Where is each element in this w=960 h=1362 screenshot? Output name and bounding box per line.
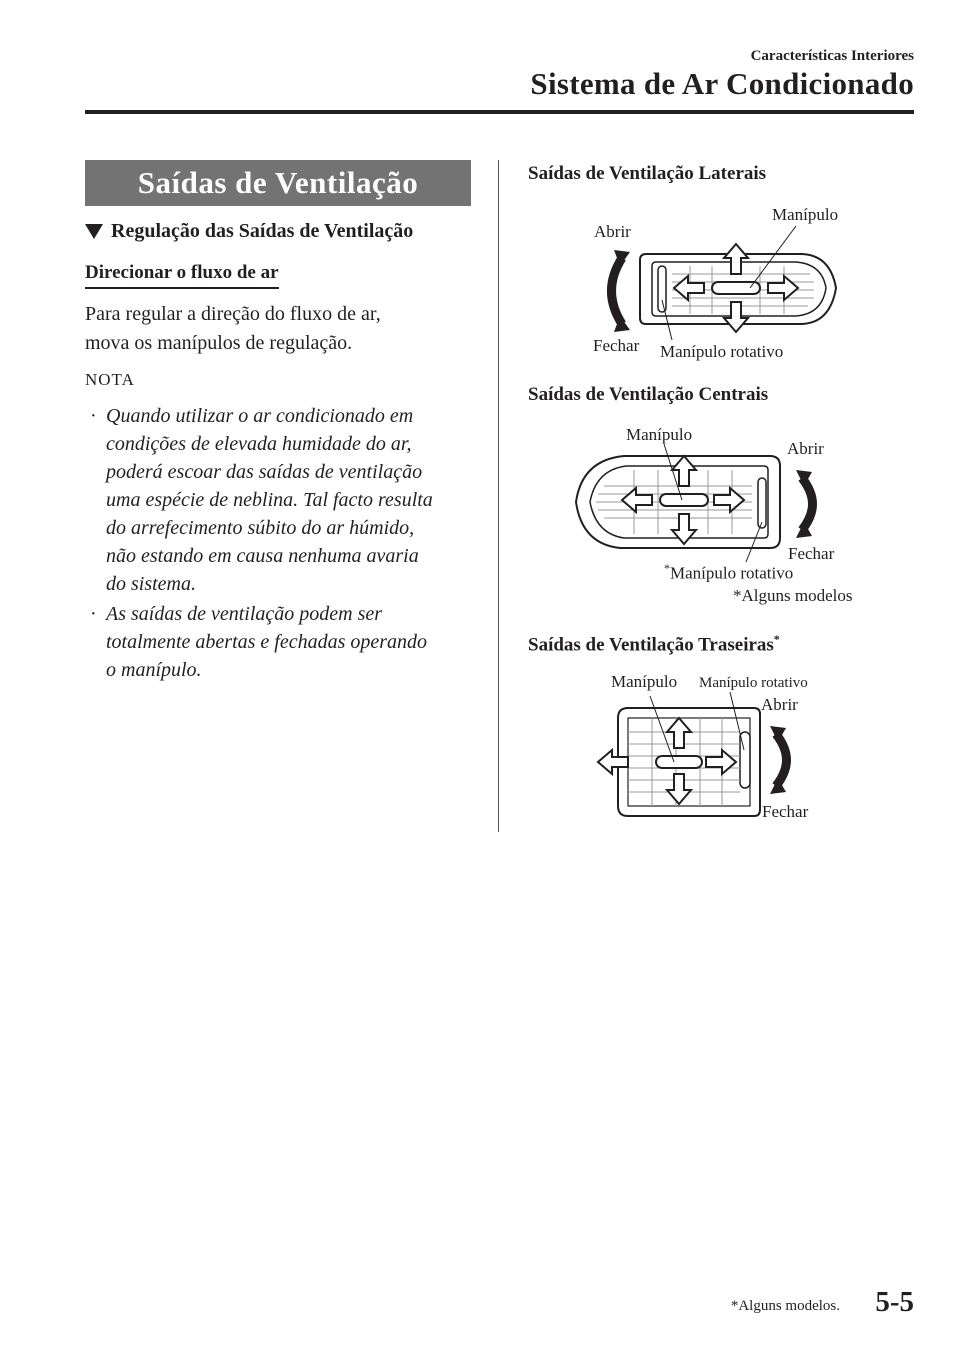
bullet-line: não estando em causa nenhuma avaria [106, 545, 419, 567]
triangle-down-icon [85, 224, 103, 239]
lateral-vent-icon [640, 244, 836, 332]
rear-knob-label: Manípulo [611, 672, 678, 691]
bullet-text [90, 402, 482, 598]
lateral-vent-figure [600, 240, 840, 340]
section-label: Características Interiores [750, 48, 914, 64]
central-knob-label: Manípulo [626, 425, 693, 444]
body-text [85, 300, 485, 358]
bullet-text [90, 600, 482, 684]
bullet-line: As saídas de ventilação podem ser [106, 603, 383, 625]
central-vents-heading: Saídas de Ventilação Centrais [528, 384, 769, 405]
note-label: NOTA [85, 370, 135, 389]
bullet-dot: · [90, 405, 97, 427]
footnote-mark: * [664, 561, 670, 575]
bullet-dot: · [90, 603, 97, 625]
open-close-arrow-icon [612, 250, 631, 332]
lateral-vents-heading: Saídas de Ventilação Laterais [528, 163, 767, 184]
bullet-line: poderá escoar das saídas de ventilação [106, 461, 423, 483]
bullet-line: do sistema. [106, 573, 196, 595]
open-close-arrow-icon [796, 470, 813, 538]
subheading-text: Regulação das Saídas de Ventilação [111, 220, 414, 242]
rear-dial-label: Manípulo rotativo [699, 675, 808, 691]
central-models-note: *Alguns modelos [733, 586, 853, 605]
lateral-dial-label: Manípulo rotativo [660, 342, 784, 361]
note-bullet [90, 402, 482, 598]
footnote-mark: * [773, 632, 780, 646]
section-banner: Saídas de Ventilação [85, 160, 471, 206]
rear-vent-icon [598, 708, 760, 816]
subheading-underlined: Direcionar o fluxo de ar [85, 262, 279, 289]
footer-note: *Alguns modelos. [730, 1298, 840, 1314]
header-rule [85, 110, 914, 114]
bullet-line: do arrefecimento súbito do ar húmido, [106, 517, 415, 539]
lateral-close-label: Fechar [593, 336, 640, 355]
bullet-line: condições de elevada humidade do ar, [106, 433, 412, 455]
lateral-knob-label: Manípulo [772, 205, 839, 224]
rear-vents-heading-text: Saídas de Ventilação Traseiras [528, 634, 774, 656]
central-close-label: Fechar [788, 544, 835, 563]
central-dial-text: Manípulo rotativo [670, 563, 794, 583]
body-line: Para regular a direção do fluxo de ar, [85, 303, 381, 325]
bullet-line: totalmente abertas e fechadas operando [106, 631, 428, 653]
rear-close-label: Fechar [762, 802, 809, 821]
subheading [85, 220, 413, 243]
bullet-line: o manípulo. [106, 659, 202, 681]
central-vent-figure [574, 452, 824, 552]
central-vent-icon [576, 456, 780, 548]
open-close-arrow-icon [770, 726, 787, 794]
central-dial-label [664, 561, 793, 584]
rear-open-label: Abrir [761, 695, 798, 714]
rear-vents-heading [528, 632, 780, 656]
body-line: mova os manípulos de regulação. [85, 332, 353, 354]
bullet-line: Quando utilizar o ar condicionado em [106, 405, 414, 427]
page-title: Sistema de Ar Condicionado [530, 66, 914, 101]
bullet-line: uma espécie de neblina. Tal facto resulta [106, 489, 433, 511]
column-divider [498, 160, 499, 832]
lateral-open-label: Abrir [594, 222, 631, 241]
page-number: 5-5 [875, 1286, 914, 1318]
central-open-label: Abrir [787, 439, 824, 458]
note-bullet [90, 600, 482, 684]
